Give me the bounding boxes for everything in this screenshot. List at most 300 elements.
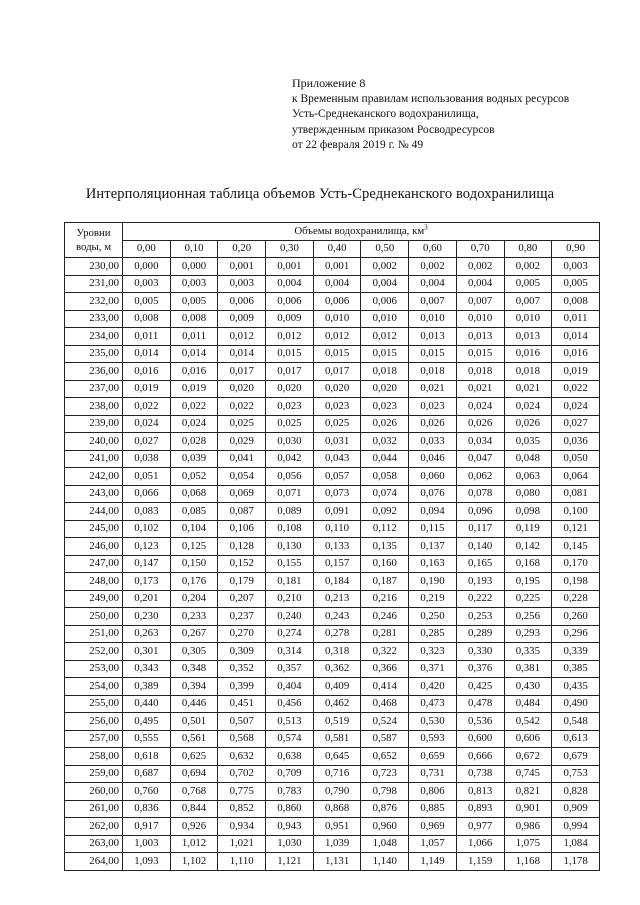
volume-cell: 0,022 xyxy=(123,398,171,416)
volume-header-text: Объемы водохранилища, км xyxy=(294,224,425,237)
volume-cell: 0,462 xyxy=(313,695,361,713)
volume-cell: 0,068 xyxy=(170,485,218,503)
appendix-line: Усть-Среднеканского водохранилища, xyxy=(292,108,479,120)
volume-cell: 0,010 xyxy=(456,310,504,328)
volume-cell: 0,775 xyxy=(218,783,266,801)
volume-cell: 0,024 xyxy=(456,398,504,416)
level-cell: 231,00 xyxy=(65,275,123,293)
volume-cell: 0,163 xyxy=(409,555,457,573)
volume-cell: 0,376 xyxy=(456,660,504,678)
level-cell: 230,00 xyxy=(65,258,123,276)
volume-cell: 0,005 xyxy=(552,275,600,293)
table-row xyxy=(65,345,600,363)
volume-column-header xyxy=(123,223,600,241)
volume-cell: 0,760 xyxy=(123,783,171,801)
volume-cell: 0,015 xyxy=(313,345,361,363)
volume-cell: 0,709 xyxy=(266,765,314,783)
volume-cell: 0,394 xyxy=(170,678,218,696)
volume-cell: 0,389 xyxy=(123,678,171,696)
volume-cell: 0,022 xyxy=(218,398,266,416)
table-row xyxy=(65,695,600,713)
volume-cell: 0,960 xyxy=(361,818,409,836)
volume-cell: 0,233 xyxy=(170,608,218,626)
volume-cell: 0,051 xyxy=(123,468,171,486)
volume-cell: 0,112 xyxy=(361,520,409,538)
volume-cell: 0,281 xyxy=(361,625,409,643)
volume-cell: 0,181 xyxy=(266,573,314,591)
volume-cell: 0,003 xyxy=(123,275,171,293)
volume-cell: 0,168 xyxy=(504,555,552,573)
level-cell: 234,00 xyxy=(65,328,123,346)
volume-cell: 0,085 xyxy=(170,503,218,521)
volume-cell: 0,029 xyxy=(218,433,266,451)
volume-cell: 0,010 xyxy=(313,310,361,328)
level-cell: 248,00 xyxy=(65,573,123,591)
volume-cell: 0,025 xyxy=(313,415,361,433)
volume-cell: 0,293 xyxy=(504,625,552,643)
volume-cell: 1,110 xyxy=(218,853,266,871)
volume-cell: 0,142 xyxy=(504,538,552,556)
volume-cell: 0,078 xyxy=(456,485,504,503)
volume-cell: 0,133 xyxy=(313,538,361,556)
volume-cell: 0,484 xyxy=(504,695,552,713)
volume-cell: 0,821 xyxy=(504,783,552,801)
volume-cell: 0,024 xyxy=(504,398,552,416)
volume-cell: 0,246 xyxy=(361,608,409,626)
table-row xyxy=(65,678,600,696)
volume-cell: 0,768 xyxy=(170,783,218,801)
volume-cell: 0,039 xyxy=(170,450,218,468)
level-cell: 263,00 xyxy=(65,835,123,853)
volume-cell: 0,080 xyxy=(504,485,552,503)
volume-cell: 0,018 xyxy=(504,363,552,381)
volume-cell: 1,149 xyxy=(409,853,457,871)
volume-cell: 0,020 xyxy=(266,380,314,398)
volume-cell: 0,507 xyxy=(218,713,266,731)
volume-cell: 0,026 xyxy=(456,415,504,433)
volume-cell: 1,039 xyxy=(313,835,361,853)
table-row xyxy=(65,590,600,608)
volume-cell: 0,542 xyxy=(504,713,552,731)
level-cell: 236,00 xyxy=(65,363,123,381)
volume-cell: 0,548 xyxy=(552,713,600,731)
volume-cell: 0,250 xyxy=(409,608,457,626)
volume-cell: 0,018 xyxy=(361,363,409,381)
volume-cell: 0,100 xyxy=(552,503,600,521)
volume-cell: 0,645 xyxy=(313,748,361,766)
volume-cell: 0,322 xyxy=(361,643,409,661)
volume-cell: 0,409 xyxy=(313,678,361,696)
table-row xyxy=(65,538,600,556)
volume-cell: 0,004 xyxy=(266,275,314,293)
volume-cell: 0,301 xyxy=(123,643,171,661)
appendix-date: от 22 февраля 2019 г. № 49 xyxy=(292,139,424,151)
table-body xyxy=(65,258,600,871)
volume-cell: 0,813 xyxy=(456,783,504,801)
table-row xyxy=(65,573,600,591)
volume-cell: 0,008 xyxy=(123,310,171,328)
table-row xyxy=(65,275,600,293)
volume-cell: 0,828 xyxy=(552,783,600,801)
level-cell: 255,00 xyxy=(65,695,123,713)
level-cell: 250,00 xyxy=(65,608,123,626)
volume-cell: 0,091 xyxy=(313,503,361,521)
volume-cell: 0,618 xyxy=(123,748,171,766)
volume-cell: 0,032 xyxy=(361,433,409,451)
volume-cell: 0,006 xyxy=(266,293,314,311)
volume-cell: 0,027 xyxy=(123,433,171,451)
sublevel-column-header: 0,90 xyxy=(552,240,600,258)
volume-cell: 0,108 xyxy=(266,520,314,538)
volume-cell: 0,574 xyxy=(266,730,314,748)
level-cell: 243,00 xyxy=(65,485,123,503)
volume-cell: 0,017 xyxy=(218,363,266,381)
volume-cell: 0,076 xyxy=(409,485,457,503)
volume-cell: 0,309 xyxy=(218,643,266,661)
volume-cell: 0,026 xyxy=(361,415,409,433)
volume-cell: 0,430 xyxy=(504,678,552,696)
level-cell: 238,00 xyxy=(65,398,123,416)
volume-cell: 0,102 xyxy=(123,520,171,538)
volume-cell: 0,977 xyxy=(456,818,504,836)
level-cell: 247,00 xyxy=(65,555,123,573)
volume-cell: 0,041 xyxy=(218,450,266,468)
volume-cell: 0,135 xyxy=(361,538,409,556)
volume-cell: 0,190 xyxy=(409,573,457,591)
volume-cell: 0,003 xyxy=(170,275,218,293)
volume-cell: 0,017 xyxy=(313,363,361,381)
level-cell: 242,00 xyxy=(65,468,123,486)
volume-cell: 0,745 xyxy=(504,765,552,783)
volume-cell: 0,038 xyxy=(123,450,171,468)
volume-cell: 0,012 xyxy=(313,328,361,346)
table-row xyxy=(65,485,600,503)
volume-cell: 0,096 xyxy=(456,503,504,521)
volume-cell: 0,024 xyxy=(552,398,600,416)
volume-cell: 0,019 xyxy=(170,380,218,398)
volume-cell: 0,010 xyxy=(409,310,457,328)
volume-table xyxy=(64,222,600,871)
volume-cell: 0,362 xyxy=(313,660,361,678)
volume-cell: 0,969 xyxy=(409,818,457,836)
volume-cell: 0,323 xyxy=(409,643,457,661)
volume-cell: 0,025 xyxy=(266,415,314,433)
volume-cell: 1,121 xyxy=(266,853,314,871)
volume-cell: 0,018 xyxy=(456,363,504,381)
volume-cell: 0,860 xyxy=(266,800,314,818)
document-title: Интерполяционная таблица объемов Усть-Среднеканского водохранилища xyxy=(85,186,555,202)
volume-cell: 0,901 xyxy=(504,800,552,818)
volume-cell: 0,016 xyxy=(170,363,218,381)
volume-cell: 0,063 xyxy=(504,468,552,486)
level-cell: 241,00 xyxy=(65,450,123,468)
level-cell: 256,00 xyxy=(65,713,123,731)
volume-cell: 0,005 xyxy=(170,293,218,311)
volume-cell: 0,593 xyxy=(409,730,457,748)
volume-cell: 0,074 xyxy=(361,485,409,503)
volume-cell: 0,632 xyxy=(218,748,266,766)
volume-cell: 0,150 xyxy=(170,555,218,573)
table-row xyxy=(65,835,600,853)
volume-cell: 0,013 xyxy=(504,328,552,346)
volume-cell: 0,004 xyxy=(313,275,361,293)
volume-cell: 0,017 xyxy=(266,363,314,381)
volume-cell: 0,008 xyxy=(170,310,218,328)
level-header-line2: воды, м xyxy=(75,241,112,253)
volume-cell: 0,012 xyxy=(218,328,266,346)
volume-cell: 0,179 xyxy=(218,573,266,591)
volume-cell: 0,219 xyxy=(409,590,457,608)
volume-cell: 0,023 xyxy=(361,398,409,416)
volume-cell: 0,731 xyxy=(409,765,457,783)
volume-cell: 0,852 xyxy=(218,800,266,818)
volume-cell: 1,030 xyxy=(266,835,314,853)
volume-cell: 1,093 xyxy=(123,853,171,871)
table-row xyxy=(65,398,600,416)
volume-cell: 0,440 xyxy=(123,695,171,713)
table-row xyxy=(65,625,600,643)
volume-cell: 0,216 xyxy=(361,590,409,608)
volume-cell: 1,066 xyxy=(456,835,504,853)
volume-cell: 0,027 xyxy=(552,415,600,433)
volume-cell: 0,994 xyxy=(552,818,600,836)
volume-cell: 0,587 xyxy=(361,730,409,748)
volume-cell: 0,014 xyxy=(552,328,600,346)
volume-cell: 1,003 xyxy=(123,835,171,853)
volume-cell: 0,031 xyxy=(313,433,361,451)
volume-cell: 0,613 xyxy=(552,730,600,748)
volume-cell: 0,672 xyxy=(504,748,552,766)
volume-cell: 0,050 xyxy=(552,450,600,468)
volume-cell: 0,028 xyxy=(170,433,218,451)
level-cell: 262,00 xyxy=(65,818,123,836)
volume-cell: 0,790 xyxy=(313,783,361,801)
volume-cell: 0,160 xyxy=(361,555,409,573)
volume-cell: 0,007 xyxy=(409,293,457,311)
volume-cell: 0,010 xyxy=(361,310,409,328)
volume-cell: 0,659 xyxy=(409,748,457,766)
level-cell: 235,00 xyxy=(65,345,123,363)
volume-cell: 0,022 xyxy=(552,380,600,398)
volume-cell: 0,015 xyxy=(266,345,314,363)
volume-cell: 0,490 xyxy=(552,695,600,713)
volume-cell: 0,071 xyxy=(266,485,314,503)
volume-cell: 0,025 xyxy=(218,415,266,433)
table-row xyxy=(65,608,600,626)
level-cell: 237,00 xyxy=(65,380,123,398)
volume-cell: 1,057 xyxy=(409,835,457,853)
level-cell: 254,00 xyxy=(65,678,123,696)
volume-cell: 0,201 xyxy=(123,590,171,608)
table-row xyxy=(65,450,600,468)
volume-cell: 1,048 xyxy=(361,835,409,853)
sublevel-column-header: 0,10 xyxy=(170,240,218,258)
volume-cell: 0,026 xyxy=(504,415,552,433)
level-cell: 259,00 xyxy=(65,765,123,783)
volume-cell: 0,228 xyxy=(552,590,600,608)
volume-cell: 0,007 xyxy=(504,293,552,311)
volume-cell: 0,036 xyxy=(552,433,600,451)
volume-cell: 0,010 xyxy=(504,310,552,328)
volume-cell: 0,473 xyxy=(409,695,457,713)
volume-cell: 0,184 xyxy=(313,573,361,591)
volume-cell: 0,137 xyxy=(409,538,457,556)
volume-cell: 0,006 xyxy=(313,293,361,311)
volume-cell: 0,468 xyxy=(361,695,409,713)
volume-cell: 0,119 xyxy=(504,520,552,538)
volume-cell: 0,230 xyxy=(123,608,171,626)
level-cell: 257,00 xyxy=(65,730,123,748)
volume-cell: 0,501 xyxy=(170,713,218,731)
volume-cell: 0,123 xyxy=(123,538,171,556)
volume-cell: 0,176 xyxy=(170,573,218,591)
volume-cell: 0,702 xyxy=(218,765,266,783)
volume-cell: 0,723 xyxy=(361,765,409,783)
volume-cell: 0,157 xyxy=(313,555,361,573)
volume-cell: 0,020 xyxy=(313,380,361,398)
table-row xyxy=(65,730,600,748)
volume-cell: 0,909 xyxy=(552,800,600,818)
volume-cell: 0,606 xyxy=(504,730,552,748)
volume-cell: 0,002 xyxy=(504,258,552,276)
volume-cell: 0,128 xyxy=(218,538,266,556)
table-row xyxy=(65,433,600,451)
volume-cell: 0,366 xyxy=(361,660,409,678)
volume-cell: 0,014 xyxy=(218,345,266,363)
level-column-header xyxy=(65,223,123,258)
volume-cell: 0,798 xyxy=(361,783,409,801)
volume-cell: 0,042 xyxy=(266,450,314,468)
table-row xyxy=(65,293,600,311)
volume-cell: 0,314 xyxy=(266,643,314,661)
volume-cell: 0,868 xyxy=(313,800,361,818)
level-cell: 261,00 xyxy=(65,800,123,818)
volume-cell: 0,004 xyxy=(456,275,504,293)
volume-cell: 0,106 xyxy=(218,520,266,538)
volume-cell: 0,089 xyxy=(266,503,314,521)
volume-cell: 0,260 xyxy=(552,608,600,626)
sublevel-column-header: 0,70 xyxy=(456,240,504,258)
volume-cell: 0,012 xyxy=(266,328,314,346)
level-cell: 251,00 xyxy=(65,625,123,643)
volume-cell: 1,012 xyxy=(170,835,218,853)
appendix-line: утвержденным приказом Росводресурсов xyxy=(292,123,495,136)
volume-cell: 0,021 xyxy=(456,380,504,398)
table-row xyxy=(65,818,600,836)
volume-cell: 0,117 xyxy=(456,520,504,538)
level-header-line1: Уровни xyxy=(76,227,111,239)
table-row xyxy=(65,380,600,398)
volume-cell: 0,152 xyxy=(218,555,266,573)
volume-cell: 0,001 xyxy=(266,258,314,276)
level-cell: 240,00 xyxy=(65,433,123,451)
appendix-note xyxy=(292,76,622,154)
volume-cell: 0,530 xyxy=(409,713,457,731)
volume-cell: 0,210 xyxy=(266,590,314,608)
table-row xyxy=(65,258,600,276)
volume-cell: 0,016 xyxy=(552,345,600,363)
level-cell: 264,00 xyxy=(65,853,123,871)
volume-cell: 0,318 xyxy=(313,643,361,661)
volume-cell: 0,456 xyxy=(266,695,314,713)
sublevel-column-header: 0,00 xyxy=(123,240,171,258)
volume-cell: 0,015 xyxy=(361,345,409,363)
volume-cell: 0,019 xyxy=(552,363,600,381)
volume-cell: 0,738 xyxy=(456,765,504,783)
volume-cell: 0,023 xyxy=(409,398,457,416)
level-cell: 239,00 xyxy=(65,415,123,433)
volume-cell: 0,064 xyxy=(552,468,600,486)
volume-cell: 0,147 xyxy=(123,555,171,573)
volume-cell: 0,524 xyxy=(361,713,409,731)
volume-cell: 0,155 xyxy=(266,555,314,573)
volume-cell: 1,084 xyxy=(552,835,600,853)
level-cell: 253,00 xyxy=(65,660,123,678)
volume-cell: 0,783 xyxy=(266,783,314,801)
sublevel-header-row xyxy=(65,240,600,258)
volume-cell: 0,296 xyxy=(552,625,600,643)
volume-cell: 0,716 xyxy=(313,765,361,783)
volume-cell: 0,081 xyxy=(552,485,600,503)
table-row xyxy=(65,713,600,731)
volume-cell: 0,013 xyxy=(409,328,457,346)
volume-cell: 1,168 xyxy=(504,853,552,871)
volume-cell: 0,073 xyxy=(313,485,361,503)
level-cell: 249,00 xyxy=(65,590,123,608)
volume-cell: 0,056 xyxy=(266,468,314,486)
volume-cell: 0,034 xyxy=(456,433,504,451)
volume-cell: 0,092 xyxy=(361,503,409,521)
volume-cell: 0,005 xyxy=(123,293,171,311)
volume-cell: 1,178 xyxy=(552,853,600,871)
volume-cell: 0,004 xyxy=(361,275,409,293)
volume-cell: 0,513 xyxy=(266,713,314,731)
volume-cell: 0,278 xyxy=(313,625,361,643)
volume-cell: 0,087 xyxy=(218,503,266,521)
volume-cell: 0,806 xyxy=(409,783,457,801)
volume-cell: 1,021 xyxy=(218,835,266,853)
volume-cell: 0,213 xyxy=(313,590,361,608)
volume-cell: 0,519 xyxy=(313,713,361,731)
volume-cell: 0,018 xyxy=(409,363,457,381)
volume-cell: 0,568 xyxy=(218,730,266,748)
volume-cell: 0,014 xyxy=(170,345,218,363)
volume-cell: 0,069 xyxy=(218,485,266,503)
table-row xyxy=(65,853,600,871)
table-row xyxy=(65,520,600,538)
volume-cell: 0,330 xyxy=(456,643,504,661)
volume-cell: 0,104 xyxy=(170,520,218,538)
volume-cell: 0,054 xyxy=(218,468,266,486)
volume-cell: 0,083 xyxy=(123,503,171,521)
volume-cell: 0,917 xyxy=(123,818,171,836)
sublevel-column-header: 0,50 xyxy=(361,240,409,258)
volume-cell: 0,652 xyxy=(361,748,409,766)
volume-cell: 0,666 xyxy=(456,748,504,766)
volume-cell: 0,352 xyxy=(218,660,266,678)
table-row xyxy=(65,660,600,678)
volume-cell: 0,348 xyxy=(170,660,218,678)
volume-cell: 0,285 xyxy=(409,625,457,643)
volume-cell: 0,267 xyxy=(170,625,218,643)
sublevel-column-header: 0,80 xyxy=(504,240,552,258)
volume-cell: 0,021 xyxy=(504,380,552,398)
volume-cell: 0,893 xyxy=(456,800,504,818)
volume-cell: 0,004 xyxy=(409,275,457,293)
volume-cell: 0,694 xyxy=(170,765,218,783)
volume-cell: 1,159 xyxy=(456,853,504,871)
volume-cell: 0,002 xyxy=(456,258,504,276)
